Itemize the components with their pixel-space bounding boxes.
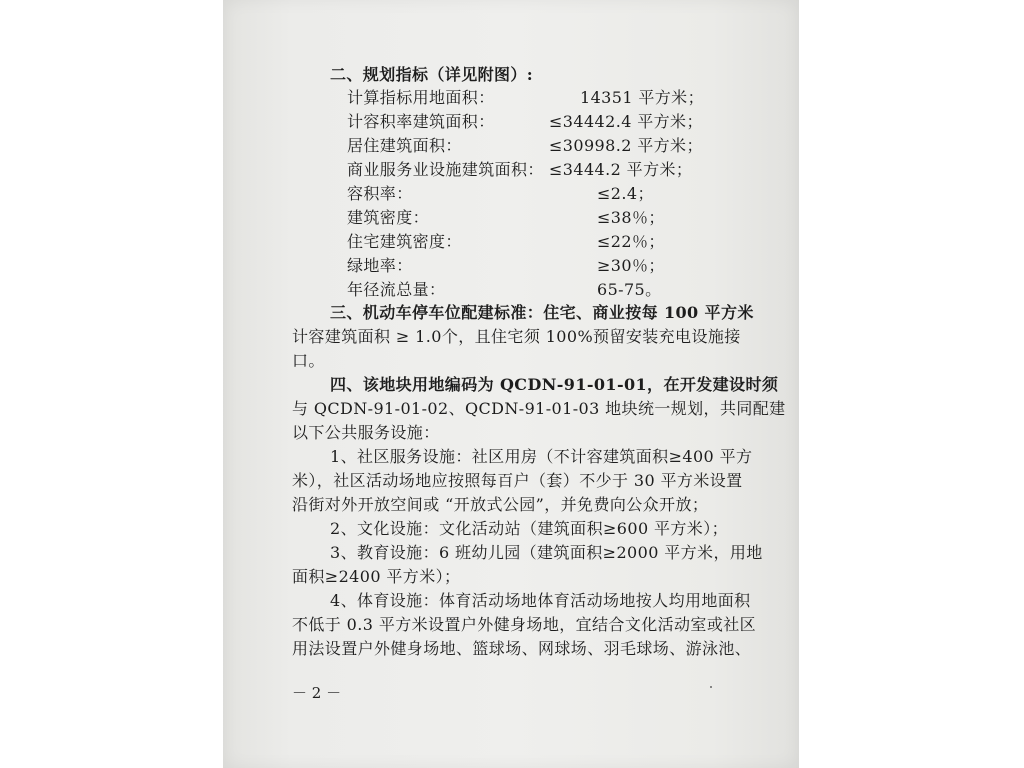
- section-4-line-1: 四、该地块用地编码为 QCDN-91-01-01，在开发建设时须: [330, 375, 779, 394]
- indicator-value-residential-density: ≤22％；: [597, 232, 665, 251]
- item-4-line-1: 4、体育设施：体育活动场地体育活动场地按人均用地面积: [330, 591, 751, 610]
- item-3-line-2: 面积≥2400 平方米）；: [292, 567, 461, 586]
- section-3-line-3: 口。: [292, 351, 325, 370]
- indicator-value-building-density: ≤38％；: [597, 208, 665, 227]
- indicator-label-commercial-area: 商业服务业设施建筑面积：: [347, 160, 544, 179]
- section-4-line-3: 以下公共服务设施：: [292, 423, 440, 442]
- indicator-value-far-area: ≤34442.4 平方米；: [549, 112, 703, 131]
- item-4-line-2: 不低于 0.3 平方米设置户外健身场地，宜结合文化活动室或社区: [292, 615, 757, 634]
- item-4-line-3: 用法设置户外健身场地、篮球场、网球场、羽毛球场、游泳池、: [292, 639, 752, 658]
- page-number: － 2 －: [292, 684, 342, 702]
- section-4-line-2: 与 QCDN-91-01-02、QCDN-91-01-03 地块统一规划，共同配建: [292, 399, 786, 418]
- document-photo: [223, 0, 799, 768]
- indicator-label-plot-ratio: 容积率：: [347, 184, 413, 203]
- item-3-line-1: 3、教育设施：6 班幼儿园（建筑面积≥2000 平方米，用地: [330, 543, 763, 562]
- section-3-line-2: 计容建筑面积 ≥ 1.0个，且住宅须 100%预留安装充电设施接: [292, 327, 741, 346]
- item-1-line-3: 沿街对外开放空间或 “开放式公园”，并免费向公众开放；: [292, 495, 709, 514]
- indicator-label-residential-area: 居住建筑面积：: [347, 136, 462, 155]
- item-1-line-2: 米），社区活动场地应按照每百户（套）不少于 30 平方米设置: [292, 471, 743, 490]
- section-3-line-1: 三、机动车停车位配建标准：住宅、商业按每 100 平方米: [330, 303, 754, 322]
- indicator-label-land-area: 计算指标用地面积：: [347, 88, 495, 107]
- indicator-label-residential-density: 住宅建筑密度：: [347, 232, 462, 251]
- indicator-value-runoff: 65-75。: [597, 280, 662, 299]
- indicator-label-runoff: 年径流总量：: [347, 280, 446, 299]
- item-2-line-1: 2、文化设施：文化活动站（建筑面积≥600 平方米）；: [330, 519, 729, 538]
- indicator-value-green-ratio: ≥30％；: [597, 256, 665, 275]
- indicator-label-green-ratio: 绿地率：: [347, 256, 413, 275]
- item-1-line-1: 1、社区服务设施：社区用房（不计容建筑面积≥400 平方: [330, 447, 753, 466]
- section-2-title: 二、规划指标（详见附图）:: [330, 65, 534, 84]
- indicator-value-residential-area: ≤30998.2 平方米；: [549, 136, 703, 155]
- indicator-label-far-area: 计容积率建筑面积：: [347, 112, 495, 131]
- indicator-label-building-density: 建筑密度：: [347, 208, 430, 227]
- indicator-value-plot-ratio: ≤2.4；: [597, 184, 654, 203]
- paper-speck: [710, 686, 712, 688]
- indicator-value-commercial-area: ≤3444.2 平方米；: [549, 160, 693, 179]
- indicator-value-land-area: 14351 平方米；: [580, 88, 704, 107]
